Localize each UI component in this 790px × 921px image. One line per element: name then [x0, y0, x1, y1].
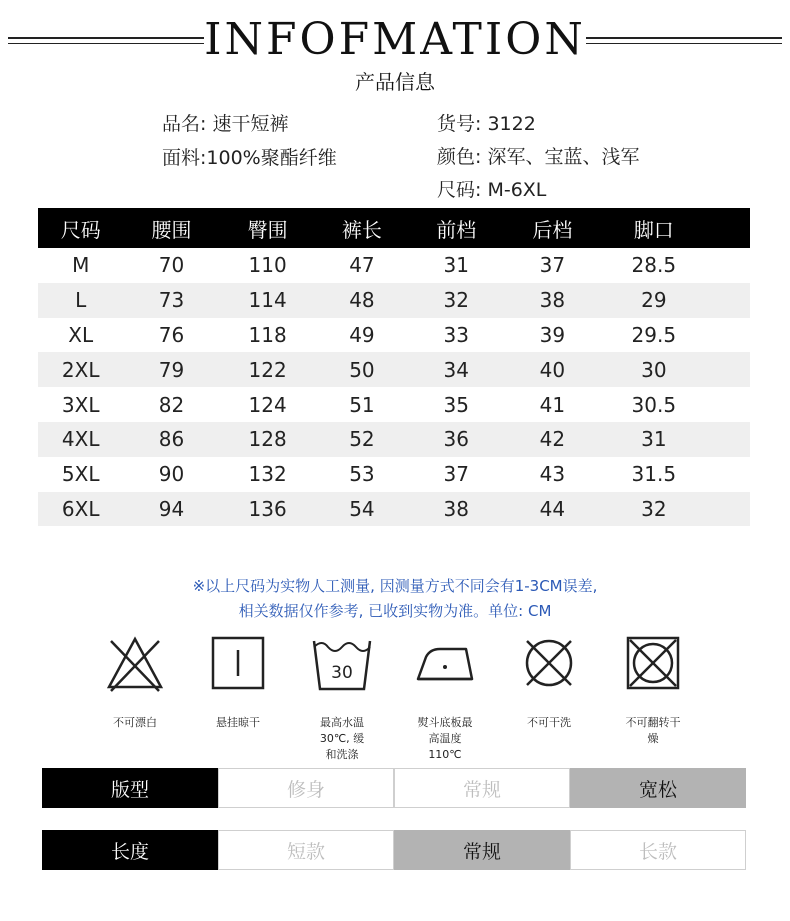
cell-leg-opening: 30.5	[631, 392, 677, 417]
cell-hip: 136	[248, 496, 287, 521]
cell-size: 2XL	[61, 357, 100, 382]
cell-leg-opening: 28.5	[631, 253, 677, 278]
care-label: 不可干洗	[527, 716, 571, 729]
table-row	[38, 492, 750, 527]
cell-waist: 82	[158, 392, 185, 417]
product-item-no: 货号: 3122	[437, 113, 536, 135]
cell-size: L	[75, 288, 87, 313]
fit-option-slim: 修身	[218, 768, 394, 808]
table-row	[38, 422, 750, 457]
cell-hip: 128	[248, 427, 287, 452]
cell-back-rise: 39	[539, 322, 566, 347]
cell-length: 52	[349, 427, 375, 452]
iron-icon	[410, 633, 480, 693]
cell-front-rise: 37	[443, 462, 469, 487]
cell-size: 4XL	[61, 427, 100, 452]
cell-size: 6XL	[61, 496, 100, 521]
cell-back-rise: 38	[539, 288, 566, 313]
fit-option-loose: 宽松	[570, 768, 746, 808]
care-wash-30	[287, 633, 397, 763]
no-dry-clean-icon	[519, 633, 579, 693]
measurement-note-line1: ※以上尺码为实物人工测量, 因测量方式不同会有1-3CM误差,	[192, 577, 598, 595]
length-label: 长度	[42, 830, 218, 870]
size-table	[38, 208, 750, 526]
cell-length: 51	[349, 392, 375, 417]
page-title: INFOFMATION	[204, 14, 586, 65]
cell-size: M	[72, 253, 90, 278]
cell-size: XL	[68, 322, 94, 347]
cell-waist: 76	[158, 322, 185, 347]
cell-leg-opening: 31	[641, 427, 667, 452]
table-row	[38, 248, 750, 283]
size-table-header	[38, 208, 750, 248]
table-row	[38, 352, 750, 387]
cell-length: 54	[349, 496, 375, 521]
cell-size: 5XL	[61, 462, 100, 487]
cell-hip: 118	[248, 322, 287, 347]
care-label: 熨斗底板最 高温度 110℃	[417, 716, 473, 761]
cell-back-rise: 37	[539, 253, 566, 278]
cell-hip: 132	[248, 462, 287, 487]
cell-length: 53	[349, 462, 375, 487]
cell-hip: 114	[248, 288, 287, 313]
cell-waist: 73	[158, 288, 185, 313]
hang-dry-icon	[208, 633, 268, 693]
care-label: 不可漂白	[113, 716, 157, 729]
cell-length: 48	[349, 288, 375, 313]
care-no-dry-clean	[494, 633, 604, 731]
care-label: 悬挂晾干	[216, 716, 260, 729]
header-cell-length: 裤长	[341, 217, 382, 242]
cell-waist: 90	[158, 462, 185, 487]
length-option-long: 长款	[570, 830, 746, 870]
cell-waist: 79	[158, 357, 185, 382]
care-iron	[390, 633, 500, 763]
length-option-regular: 常规	[394, 830, 570, 870]
cell-leg-opening: 32	[641, 496, 667, 521]
cell-hip: 122	[248, 357, 287, 382]
cell-waist: 70	[158, 253, 185, 278]
care-hang-dry	[183, 633, 293, 731]
care-no-tumble-dry	[598, 633, 708, 747]
cell-hip: 110	[248, 253, 287, 278]
table-row	[38, 283, 750, 318]
cell-hip: 124	[248, 392, 287, 417]
length-bar	[42, 830, 746, 870]
cell-leg-opening: 31.5	[631, 462, 677, 487]
cell-front-rise: 36	[443, 427, 469, 452]
header-cell-waist: 腰围	[151, 217, 192, 242]
product-name: 品名: 速干短裤	[162, 113, 289, 135]
cell-length: 47	[349, 253, 375, 278]
cell-front-rise: 31	[443, 253, 469, 278]
table-row	[38, 318, 750, 353]
cell-leg-opening: 29	[641, 288, 667, 313]
cell-length: 50	[349, 357, 375, 382]
product-color: 颜色: 深军、宝蓝、浅军	[437, 146, 640, 168]
header-cell-hip: 臀围	[247, 217, 288, 242]
no-bleach-icon	[105, 633, 165, 693]
cell-back-rise: 40	[539, 357, 566, 382]
fit-label: 版型	[42, 768, 218, 808]
cell-leg-opening: 29.5	[631, 322, 677, 347]
length-option-short: 短款	[218, 830, 394, 870]
header-cell-size: 尺码	[60, 217, 101, 242]
header-cell-leg-opening: 脚口	[633, 217, 674, 242]
cell-waist: 86	[158, 427, 185, 452]
product-material: 面料:100%聚酯纤维	[162, 147, 337, 169]
cell-back-rise: 41	[539, 392, 566, 417]
cell-front-rise: 38	[443, 496, 469, 521]
page-subtitle: 产品信息	[355, 70, 435, 94]
cell-front-rise: 32	[443, 288, 469, 313]
cell-size: 3XL	[61, 392, 100, 417]
table-row	[38, 457, 750, 492]
cell-waist: 94	[158, 496, 185, 521]
cell-back-rise: 42	[539, 427, 566, 452]
table-row	[38, 387, 750, 422]
measurement-note-line2: 相关数据仅作参考, 已收到实物为准。单位: CM	[238, 602, 552, 620]
care-no-bleach	[80, 633, 190, 731]
cell-leg-opening: 30	[641, 357, 667, 382]
cell-length: 49	[349, 322, 375, 347]
cell-back-rise: 43	[539, 462, 566, 487]
cell-front-rise: 35	[443, 392, 469, 417]
no-tumble-dry-icon	[623, 633, 683, 693]
cell-back-rise: 44	[539, 496, 566, 521]
care-label: 最高水温 30℃, 缓 和洗涤	[319, 716, 365, 761]
header-cell-front-rise: 前档	[436, 217, 477, 242]
product-size: 尺码: M-6XL	[437, 179, 547, 201]
wash-30-icon	[310, 633, 374, 693]
wash-temp-text: 30	[331, 663, 353, 683]
care-label: 不可翻转干 燥	[625, 716, 681, 745]
fit-option-regular: 常规	[394, 768, 570, 808]
cell-front-rise: 34	[443, 357, 469, 382]
header-cell-back-rise: 后档	[532, 217, 573, 242]
fit-bar	[42, 768, 746, 808]
cell-front-rise: 33	[443, 322, 469, 347]
